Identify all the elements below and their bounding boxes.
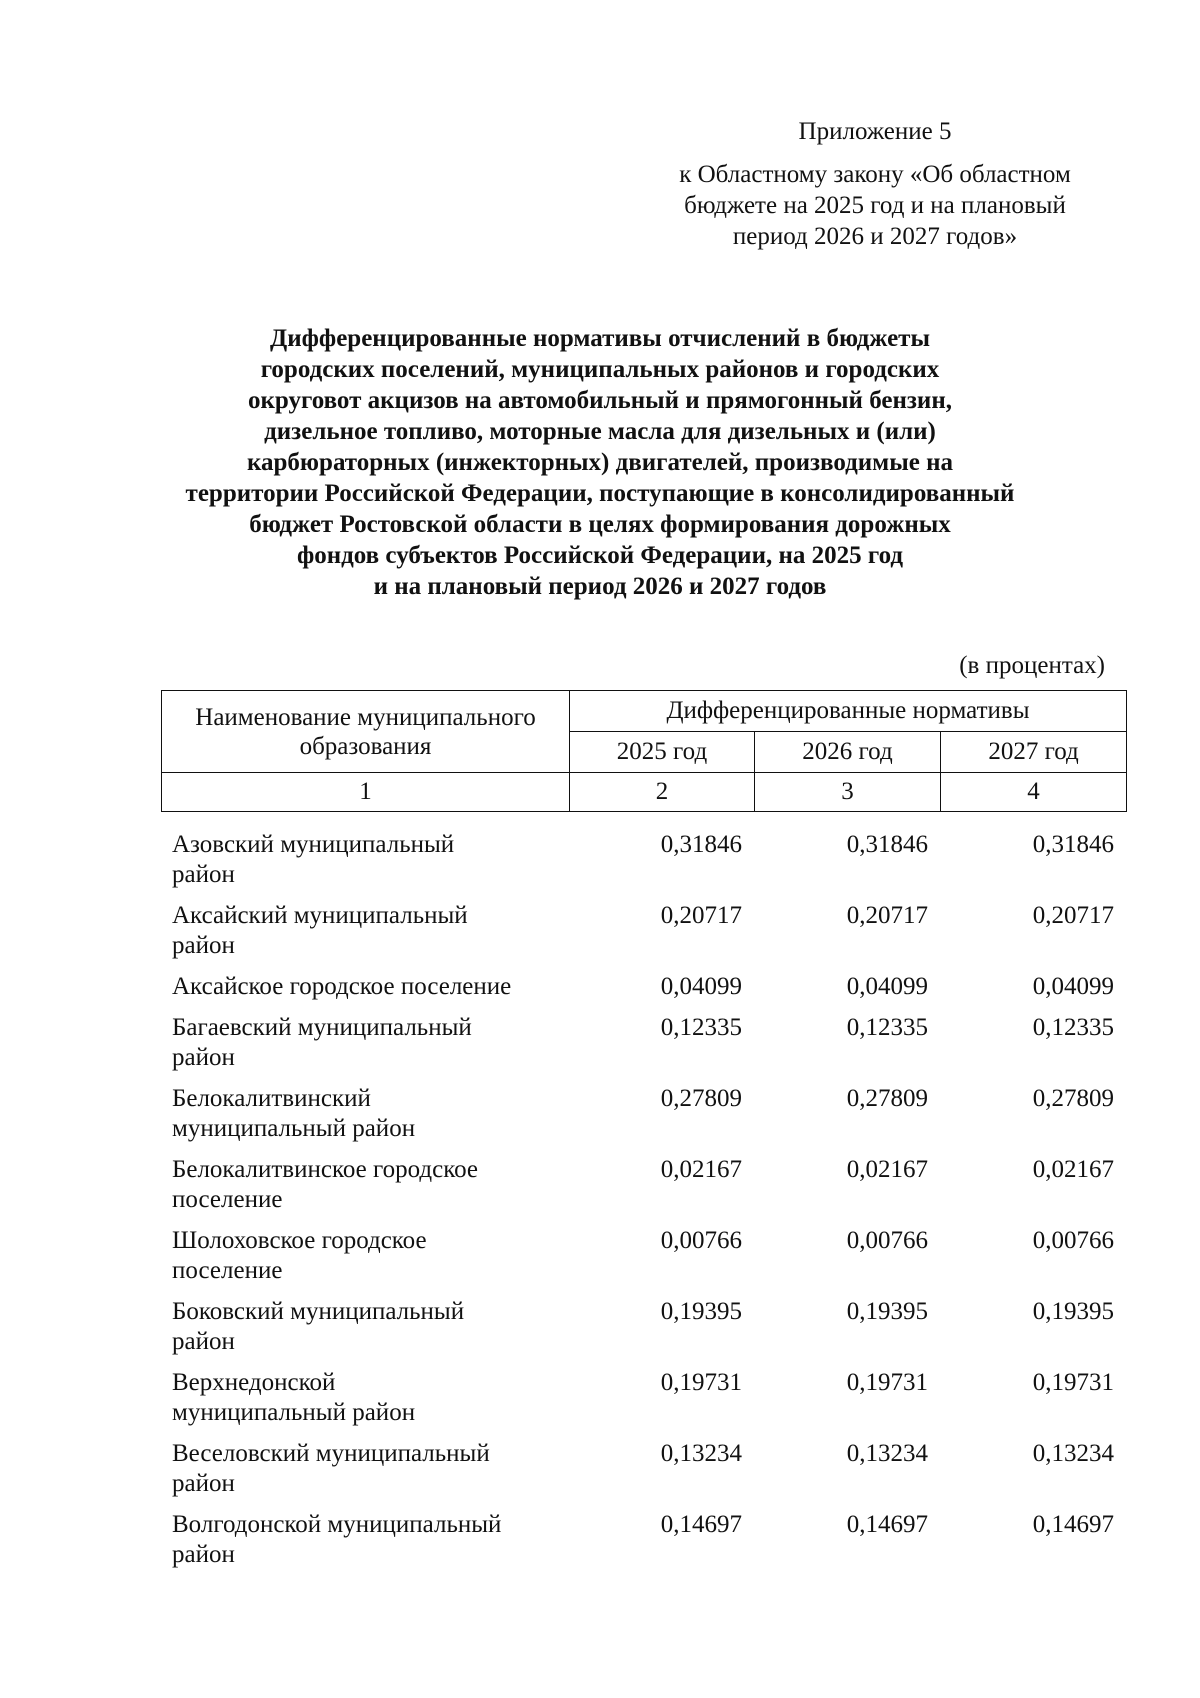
value-2025: 0,20717 — [660, 902, 742, 929]
value-2026: 0,04099 — [846, 973, 928, 1000]
municipality-name — [161, 1084, 569, 1155]
name-line: район — [172, 1328, 235, 1355]
value-2026: 0,12335 — [846, 1014, 928, 1041]
table-row — [161, 1013, 1126, 1084]
name-line: район — [172, 1541, 235, 1568]
municipality-name — [161, 901, 569, 972]
table-row — [161, 1226, 1126, 1297]
value-2025: 0,13234 — [660, 1440, 742, 1467]
name-line: Белокалитвинское городское — [172, 1156, 478, 1183]
municipality-name — [161, 830, 569, 901]
name-line: Верхнедонской — [172, 1369, 336, 1396]
value-2027: 0,20717 — [1032, 902, 1114, 929]
value-2027: 0,00766 — [1032, 1227, 1114, 1254]
name-line: Белокалитвинский — [172, 1085, 371, 1112]
name-line: муниципальный район — [172, 1115, 416, 1142]
municipality-name — [161, 972, 569, 1013]
name-line: Волгодонской муниципальный — [172, 1511, 502, 1538]
document-title — [150, 323, 1050, 602]
title-line: округовот акцизов на автомобильный и прямогонный бензин, — [248, 387, 952, 414]
name-line: Аксайское городское поселение — [172, 973, 512, 1000]
title-line: бюджет Ростовской области в целях формирования дорожных — [249, 511, 951, 538]
value-2025: 0,12335 — [660, 1014, 742, 1041]
name-line: Веселовский муниципальный — [172, 1440, 490, 1467]
appendix-reference — [640, 159, 1110, 252]
appendix-line: к Областному закону «Об областном — [679, 161, 1071, 188]
name-line: район — [172, 932, 235, 959]
table-row — [161, 901, 1126, 972]
units-label: (в процентах) — [959, 652, 1105, 679]
data-table-body — [161, 830, 1126, 1581]
column-header-year: 2027 год — [941, 732, 1127, 773]
value-2027: 0,02167 — [1032, 1156, 1114, 1183]
value-2027: 0,13234 — [1032, 1440, 1114, 1467]
value-2025: 0,31846 — [660, 831, 742, 858]
value-2026: 0,14697 — [846, 1511, 928, 1538]
value-2026: 0,19395 — [846, 1298, 928, 1325]
column-number: 2 — [570, 773, 755, 812]
table-header — [161, 690, 1127, 812]
table-row — [161, 1155, 1126, 1226]
name-line: Шолоховское городское — [172, 1227, 427, 1254]
column-header-year: 2025 год — [570, 732, 755, 773]
name-line: поселение — [172, 1257, 283, 1284]
table-row — [161, 1368, 1126, 1439]
table-row — [161, 1439, 1126, 1510]
table-row — [161, 1084, 1126, 1155]
name-line: Аксайский муниципальный — [172, 902, 468, 929]
appendix-line: период 2026 и 2027 годов» — [732, 223, 1018, 250]
value-2025: 0,02167 — [660, 1156, 742, 1183]
column-group-header: Дифференцированные нормативы — [570, 691, 1127, 732]
value-2026: 0,27809 — [846, 1085, 928, 1112]
name-line: Боковский муниципальный — [172, 1298, 465, 1325]
value-2025: 0,14697 — [660, 1511, 742, 1538]
title-line: и на плановый период 2026 и 2027 годов — [373, 573, 827, 600]
name-line: Азовский муниципальный — [172, 831, 455, 858]
value-2026: 0,20717 — [846, 902, 928, 929]
table-row — [161, 1297, 1126, 1368]
value-2027: 0,27809 — [1032, 1085, 1114, 1112]
title-line: городских поселений, муниципальных районов и городских — [260, 356, 940, 383]
value-2027: 0,19395 — [1032, 1298, 1114, 1325]
municipality-name — [161, 1510, 569, 1581]
column-header-name-line: Наименование муниципального — [195, 703, 536, 731]
value-2026: 0,02167 — [846, 1156, 928, 1183]
municipality-name — [161, 1297, 569, 1368]
value-2027: 0,19731 — [1032, 1369, 1114, 1396]
column-header-year: 2026 год — [755, 732, 941, 773]
name-line: поселение — [172, 1186, 283, 1213]
title-line: карбюраторных (инжекторных) двигателей, производимые на — [247, 449, 953, 476]
name-line: муниципальный район — [172, 1399, 416, 1426]
value-2026: 0,00766 — [846, 1227, 928, 1254]
municipality-name — [161, 1155, 569, 1226]
municipality-name — [161, 1368, 569, 1439]
title-line: Дифференцированные нормативы отчислений в бюджеты — [270, 325, 930, 352]
name-line: район — [172, 861, 235, 888]
column-number: 1 — [162, 773, 570, 812]
appendix-line: бюджете на 2025 год и на плановый — [684, 192, 1066, 219]
column-number: 4 — [941, 773, 1127, 812]
column-number: 3 — [755, 773, 941, 812]
value-2027: 0,31846 — [1032, 831, 1114, 858]
value-2026: 0,31846 — [846, 831, 928, 858]
column-header-name — [162, 691, 570, 773]
table-row — [161, 830, 1126, 901]
value-2027: 0,14697 — [1032, 1511, 1114, 1538]
value-2025: 0,00766 — [660, 1227, 742, 1254]
value-2027: 0,04099 — [1032, 973, 1114, 1000]
title-line: дизельное топливо, моторные масла для дизельных и (или) — [264, 418, 936, 445]
municipality-name — [161, 1439, 569, 1510]
name-line: Багаевский муниципальный — [172, 1014, 472, 1041]
name-line: район — [172, 1044, 235, 1071]
municipality-name — [161, 1226, 569, 1297]
value-2025: 0,19731 — [660, 1369, 742, 1396]
municipality-name — [161, 1013, 569, 1084]
value-2026: 0,19731 — [846, 1369, 928, 1396]
appendix-title: Приложение 5 — [798, 118, 952, 145]
data-table — [161, 830, 1126, 1581]
table-row — [161, 972, 1126, 1013]
value-2026: 0,13234 — [846, 1440, 928, 1467]
table-row — [161, 1510, 1126, 1581]
column-header-name-line: образования — [299, 732, 432, 760]
name-line: район — [172, 1470, 235, 1497]
value-2025: 0,04099 — [660, 973, 742, 1000]
value-2027: 0,12335 — [1032, 1014, 1114, 1041]
value-2025: 0,19395 — [660, 1298, 742, 1325]
title-line: фондов субъектов Российской Федерации, на 2025 год — [296, 542, 904, 569]
title-line: территории Российской Федерации, поступающие в консолидированный — [185, 480, 1015, 507]
value-2025: 0,27809 — [660, 1085, 742, 1112]
